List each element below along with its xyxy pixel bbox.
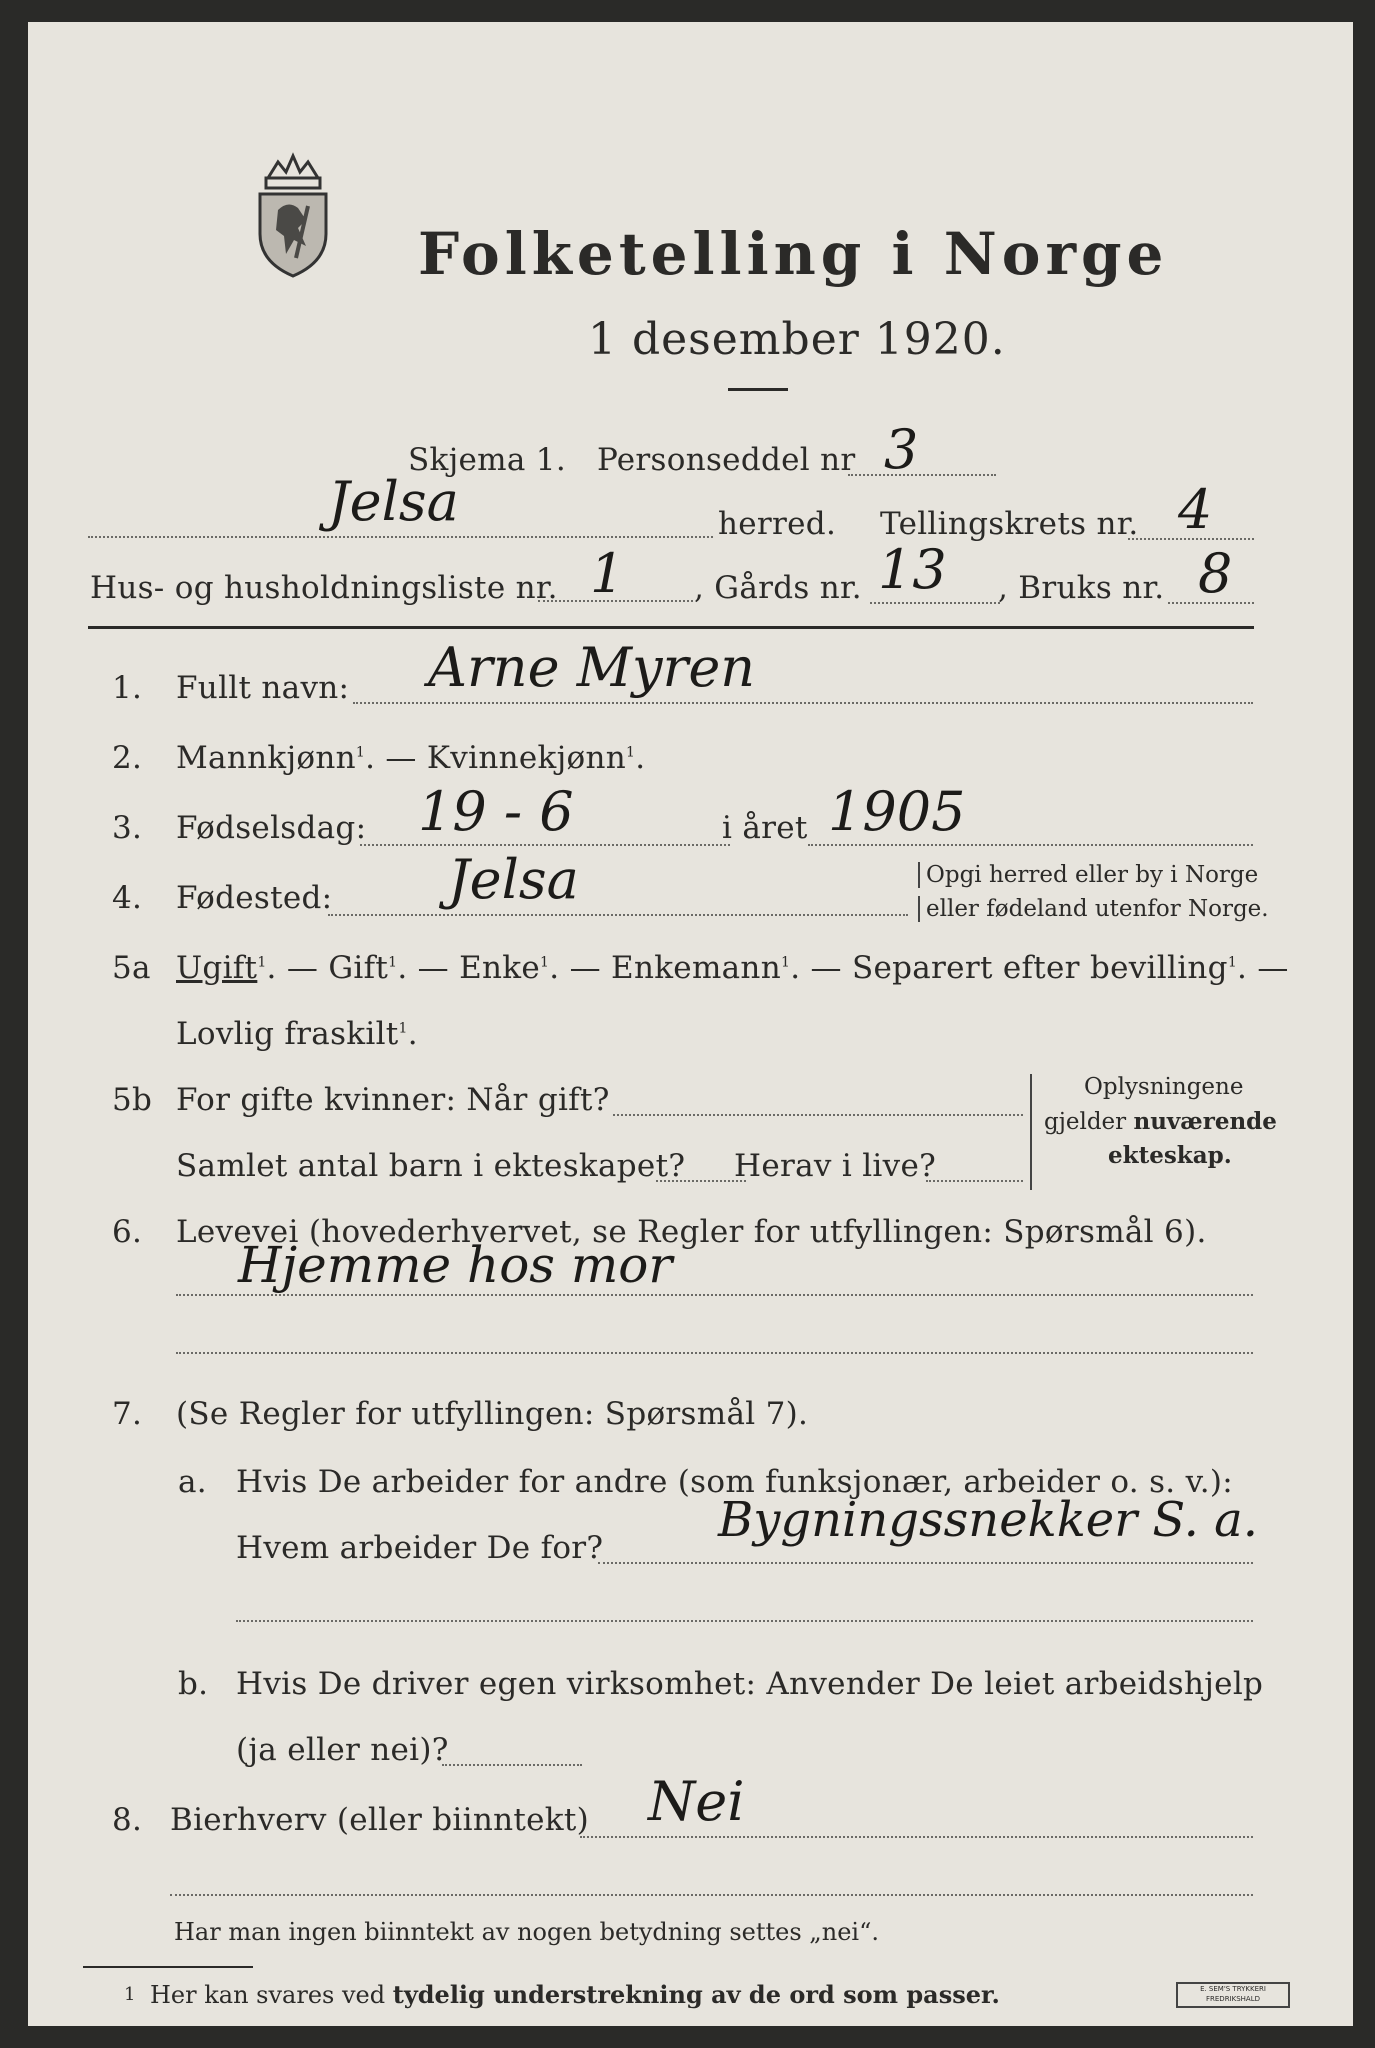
q2-option-kvinne[interactable]: Kvinnekjønn	[426, 740, 626, 776]
q7a-number: a.	[178, 1464, 207, 1500]
q7b-label-2: (ja eller nei)?	[236, 1732, 449, 1768]
personseddel-line	[848, 474, 996, 476]
bruks-label: , Bruks nr.	[998, 570, 1165, 606]
q1-value[interactable]: Arne Myren	[428, 636, 756, 699]
q8-number: 8.	[112, 1802, 143, 1838]
q1-label: Fullt navn:	[176, 670, 350, 706]
tellingskrets-value[interactable]: 4	[1178, 478, 1213, 541]
personseddel-label: Personseddel nr	[597, 442, 856, 478]
q7b-line[interactable]	[442, 1764, 582, 1766]
q5b-number: 5b	[112, 1082, 153, 1118]
q3-year-line	[808, 844, 1253, 846]
q5b-line-3[interactable]	[926, 1180, 1023, 1182]
q7b-label-1: Hvis De driver egen virksomhet: Anvender De leiet arbeidshjelp	[236, 1666, 1264, 1702]
q6-value[interactable]: Hjemme hos mor	[238, 1236, 673, 1294]
q5b-note-3: ekteskap.	[1108, 1142, 1232, 1169]
census-date: 1 desember 1920.	[588, 314, 1006, 365]
schema-label: Skjema 1.	[408, 442, 566, 478]
q7a-label-2: Hvem arbeider De for?	[236, 1530, 604, 1566]
q5a-option-gift[interactable]: Gift	[328, 950, 389, 986]
q5b-label-1: For gifte kvinner: Når gift?	[176, 1082, 610, 1118]
q7-label: (Se Regler for utfyllingen: Spørsmål 7).	[176, 1396, 809, 1432]
q7-number: 7.	[112, 1396, 143, 1432]
header-divider	[88, 626, 1254, 629]
q8-label: Bierhverv (eller biinntekt)	[170, 1802, 590, 1838]
q7b-number: b.	[178, 1666, 209, 1702]
q4-number: 4.	[112, 880, 143, 916]
q4-note-1: Opgi herred eller by i Norge	[918, 862, 1258, 888]
q5a-options: Ugift$^1$. — Gift$^1$. — Enke$^1$. — Enkemann$^1$. — Separert efter bevilling$^1$. —	[176, 950, 1289, 986]
q2-number: 2.	[112, 740, 143, 776]
printer-stamp: E. SEM'S TRYKKERI FREDRIKSHALD	[1176, 1982, 1290, 2008]
q7a-line-2[interactable]	[236, 1620, 1253, 1622]
q4-note-2: eller fødeland utenfor Norge.	[918, 896, 1269, 922]
census-form-page	[28, 22, 1353, 2026]
q6-line-1	[176, 1294, 1253, 1296]
q5a-number: 5a	[112, 950, 151, 986]
q8-value[interactable]: Nei	[648, 1770, 745, 1833]
footnote-text: Her kan svares ved tydelig understrekning av de ord som passer.	[150, 1980, 1000, 2009]
husliste-label: Hus- og husholdningsliste nr.	[90, 570, 558, 606]
husliste-value[interactable]: 1	[590, 542, 625, 605]
q3-year-label: i året	[722, 810, 808, 846]
q5a-option-ugift[interactable]: Ugift	[176, 950, 258, 986]
q5b-note-2: gjelder nuværende	[1044, 1108, 1277, 1135]
footnote-divider	[83, 1966, 253, 1968]
q6-number: 6.	[112, 1214, 143, 1250]
gards-label: , Gårds nr.	[694, 570, 862, 606]
q2-option-mann[interactable]: Mannkjønn	[176, 740, 356, 776]
q3-number: 3.	[112, 810, 143, 846]
q7a-line-1	[598, 1562, 1253, 1564]
herred-line	[88, 536, 713, 538]
q4-value[interactable]: Jelsa	[448, 848, 579, 911]
herred-value[interactable]: Jelsa	[328, 470, 459, 533]
q5b-line-2[interactable]	[656, 1180, 746, 1182]
q5b-label-3: Herav i live?	[734, 1148, 937, 1184]
footnote-number: 1	[124, 1984, 136, 2005]
title-divider	[728, 388, 788, 391]
q6-line-2[interactable]	[176, 1352, 1253, 1354]
q3-label: Fødselsdag:	[176, 810, 367, 846]
q5b-line-1[interactable]	[613, 1114, 1023, 1116]
q8-line-2[interactable]	[170, 1894, 1253, 1896]
q5b-label-2: Samlet antal barn i ekteskapet?	[176, 1148, 686, 1184]
q2-options: Mannkjønn$^1$. — Kvinnekjønn$^1$.	[176, 740, 646, 776]
q3-line	[360, 844, 730, 846]
q7a-label-1: Hvis De arbeider for andre (som funksjonær, arbeider o. s. v.):	[236, 1464, 1234, 1500]
bruks-value[interactable]: 8	[1198, 542, 1233, 605]
herred-label: herred.	[718, 506, 837, 542]
q5b-note-1: Oplysningene	[1084, 1074, 1244, 1100]
q5a-option-enkemann[interactable]: Enkemann	[611, 950, 781, 986]
q5a-option-fraskilt[interactable]: Lovlig fraskilt	[176, 1016, 399, 1052]
coat-of-arms-icon	[248, 150, 338, 280]
tellingskrets-label: Tellingskrets nr.	[880, 506, 1139, 542]
q8-line-1	[580, 1836, 1253, 1838]
q6-label: Levevei (hovederhvervet, se Regler for utfyllingen: Spørsmål 6).	[176, 1214, 1207, 1250]
q3-value[interactable]: 19 - 6	[418, 780, 574, 843]
gards-value[interactable]: 13	[878, 538, 947, 601]
q4-label: Fødested:	[176, 880, 333, 916]
personseddel-value[interactable]: 3	[884, 418, 919, 481]
q5a-option-enke[interactable]: Enke	[459, 950, 541, 986]
q3-year-value[interactable]: 1905	[828, 780, 966, 843]
q4-line	[328, 914, 908, 916]
q1-number: 1.	[112, 670, 143, 706]
q5a-option-separert[interactable]: Separert efter bevilling	[851, 950, 1228, 986]
gards-line	[870, 602, 1000, 604]
q5b-brace	[1030, 1074, 1032, 1190]
q7a-value[interactable]: Bygningssnekker S. a.	[718, 1492, 1258, 1548]
q5a-options-2: Lovlig fraskilt$^1$.	[176, 1016, 418, 1052]
footer-note: Har man ingen biinntekt av nogen betydning settes „nei“.	[174, 1918, 879, 1946]
q1-line	[353, 702, 1253, 704]
form-title: Folketelling i Norge	[418, 220, 1169, 288]
